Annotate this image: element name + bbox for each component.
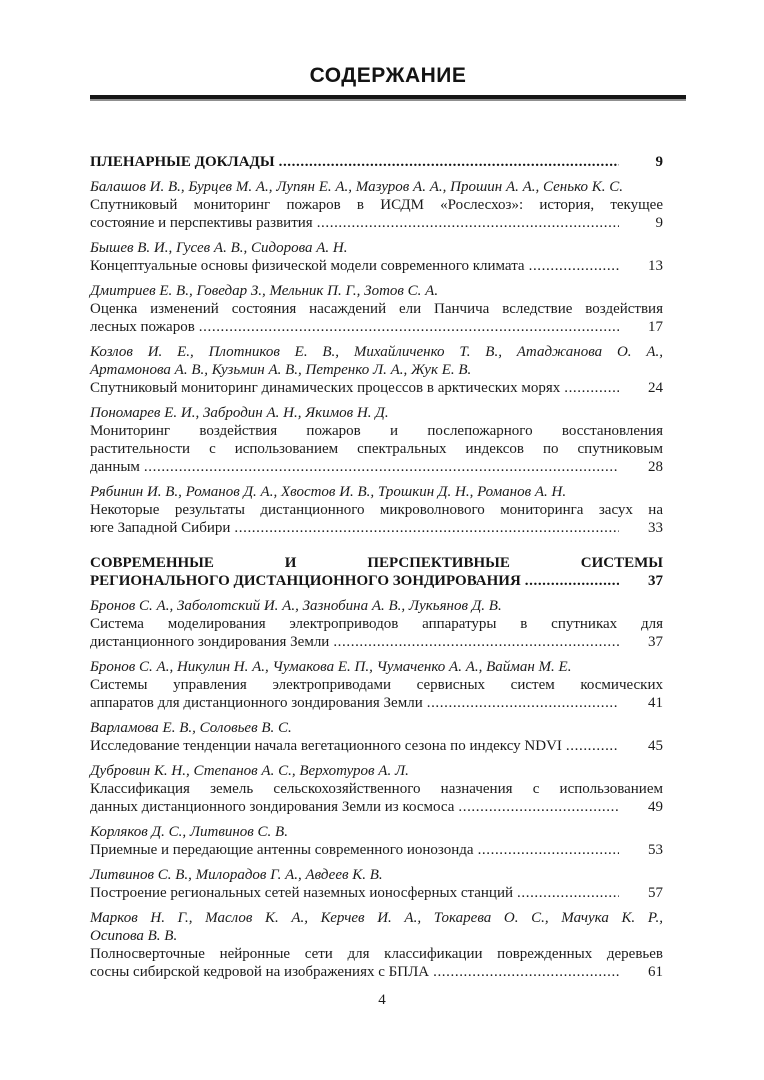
page-number: 53: [648, 842, 663, 858]
entry-authors-line: Рябинин И. В., Романов Д. А., Хвостов И. В., Трошкин Д. Н., Романов А. Н.: [90, 484, 567, 500]
toc-list: [90, 153, 663, 981]
entry-title-text: состояние и перспективы развития: [90, 215, 313, 231]
entry-title-line: Система моделирования электроприводов аппаратуры в спутниках для: [90, 616, 663, 632]
toc-entry: [90, 178, 663, 232]
toc-entry: [90, 597, 663, 651]
page-number: 45: [648, 738, 663, 754]
toc-entry: [90, 343, 663, 397]
dot-leader: [333, 633, 619, 651]
dot-leader: [529, 257, 619, 275]
entry-title-line: растительности с использованием спектральных индексов по спутниковым: [90, 441, 663, 457]
entry-authors-line: Литвинов С. В., Милорадов Г. А., Авдеев К. В.: [90, 867, 383, 883]
entry-title-text: Приемные и передающие антенны современного ионозонда: [90, 842, 474, 858]
entry-title-text: аппаратов для дистанционного зондирования Земли: [90, 695, 423, 711]
page-number: 37: [648, 634, 663, 650]
page-number: 24: [648, 380, 663, 396]
entry-last-line: [90, 798, 663, 816]
entry-authors-line: Осипова В. В.: [90, 928, 178, 944]
page-number: 57: [648, 885, 663, 901]
dot-leader: [564, 379, 619, 397]
toc-entry: [90, 762, 663, 816]
dot-leader: [478, 841, 619, 859]
entry-authors-line: Козлов И. Е., Плотников Е. В., Михайличенко Т. В., Атаджанова О. А.,: [90, 344, 663, 360]
section-last-line: [90, 153, 663, 171]
toc-entry: [90, 282, 663, 336]
entry-title-line: Некоторые результаты дистанционного микроволнового мониторинга засух на: [90, 502, 663, 518]
dot-leader: [144, 458, 619, 476]
entry-authors-line: Дмитриев Е. В., Говедар З., Мельник П. Г., Зотов С. А.: [90, 283, 439, 299]
entry-title-line: Мониторинг воздействия пожаров и послепожарного восстановления: [90, 423, 663, 439]
entry-title-text: сосны сибирской кедровой на изображениях с БПЛА: [90, 964, 430, 980]
section-title-text: РЕГИОНАЛЬНОГО ДИСТАНЦИОННОГО ЗОНДИРОВАНИЯ: [90, 573, 521, 589]
entry-authors-line: Бышев В. И., Гусев А. В., Сидорова А. Н.: [90, 240, 348, 256]
entry-title-text: юге Западной Сибири: [90, 520, 231, 536]
entry-authors-line: Бронов С. А., Никулин Н. А., Чумакова Е. П., Чумаченко А. А., Вайман М. Е.: [90, 659, 572, 675]
toc-entry: [90, 658, 663, 712]
page-number: 61: [648, 964, 663, 980]
entry-authors-line: Артамонова А. В., Кузьмин А. В., Петренко Л. А., Жук Е. В.: [90, 362, 472, 378]
dot-leader: [234, 519, 619, 537]
entry-authors-line: Варламова Е. В., Соловьев В. С.: [90, 720, 292, 736]
page-number: 9: [655, 154, 663, 170]
entry-authors-line: Марков Н. Г., Маслов К. А., Керчев И. А., Токарева О. С., Мачука К. Р.,: [90, 910, 663, 926]
toc-section-heading: [90, 153, 663, 171]
page-number: 37: [648, 573, 663, 589]
header-rule: [90, 95, 686, 101]
entry-last-line: [90, 214, 663, 232]
entry-title-text: лесных пожаров: [90, 319, 195, 335]
toc-entry: [90, 483, 663, 537]
toc-entry: [90, 909, 663, 981]
entry-title-text: данным: [90, 459, 140, 475]
dot-leader: [427, 694, 619, 712]
page-number: 13: [648, 258, 663, 274]
entry-authors-line: Пономарев Е. И., Забродин А. Н., Якимов Н. Д.: [90, 405, 389, 421]
entry-title-text: Спутниковый мониторинг динамических процессов в арктических морях: [90, 380, 561, 396]
footer-page-number: 4: [378, 992, 386, 1008]
entry-last-line: [90, 841, 663, 859]
entry-title-text: Построение региональных сетей наземных ионосферных станций: [90, 885, 514, 901]
page-number: 33: [648, 520, 663, 536]
entry-title-text: данных дистанционного зондирования Земли из космоса: [90, 799, 455, 815]
toc-entry: [90, 719, 663, 755]
dot-leader: [199, 318, 619, 336]
entry-last-line: [90, 963, 663, 981]
page-number: 41: [648, 695, 663, 711]
toc-entry: [90, 823, 663, 859]
dot-leader: [517, 884, 619, 902]
page-title: СОДЕРЖАНИЕ: [309, 64, 467, 87]
toc-entry: [90, 404, 663, 476]
page-number: 17: [648, 319, 663, 335]
dot-leader: [279, 153, 619, 171]
entry-last-line: [90, 257, 663, 275]
dot-leader: [433, 963, 619, 981]
page-number: 9: [655, 215, 663, 231]
entry-authors-line: Корляков Д. С., Литвинов С. В.: [90, 824, 288, 840]
entry-last-line: [90, 519, 663, 537]
entry-last-line: [90, 318, 663, 336]
page-number: 28: [648, 459, 663, 475]
dot-leader: [525, 572, 619, 590]
entry-title-text: Исследование тенденции начала вегетационного сезона по индексу NDVI: [90, 738, 562, 754]
entry-authors-line: Балашов И. В., Бурцев М. А., Лупян Е. А., Мазуров А. А., Прошин А. А., Сенько К. С.: [90, 179, 623, 195]
toc-entry: [90, 239, 663, 275]
entry-title-text: Концептуальные основы физической модели современного климата: [90, 258, 525, 274]
toc-section-heading: [90, 554, 663, 590]
entry-title-line: Оценка изменений состояния насаждений ели Панчича вследствие воздействия: [90, 301, 663, 317]
entry-last-line: [90, 694, 663, 712]
page-number: 49: [648, 799, 663, 815]
entry-authors-line: Дубровин К. Н., Степанов А. С., Верхотуров А. Л.: [90, 763, 409, 779]
entry-title-line: Полносверточные нейронные сети для классификации поврежденных деревьев: [90, 946, 663, 962]
section-title-line: СОВРЕМЕННЫЕ И ПЕРСПЕКТИВНЫЕ СИСТЕМЫ: [90, 555, 663, 571]
entry-authors-line: Бронов С. А., Заболотский И. А., Зазнобина А. В., Лукьянов Д. В.: [90, 598, 502, 614]
entry-title-text: дистанционного зондирования Земли: [90, 634, 330, 650]
section-title-text: ПЛЕНАРНЫЕ ДОКЛАДЫ: [90, 154, 275, 170]
entry-last-line: [90, 458, 663, 476]
entry-last-line: [90, 379, 663, 397]
entry-last-line: [90, 884, 663, 902]
dot-leader: [566, 737, 619, 755]
dot-leader: [317, 214, 619, 232]
entry-last-line: [90, 737, 663, 755]
entry-last-line: [90, 633, 663, 651]
entry-title-line: Классификация земель сельскохозяйственного назначения с использованием: [90, 781, 663, 797]
entry-title-line: Спутниковый мониторинг пожаров в ИСДМ «Рослесхоз»: история, текущее: [90, 197, 663, 213]
section-last-line: [90, 572, 663, 590]
toc-entry: [90, 866, 663, 902]
entry-title-line: Системы управления электроприводами сервисных систем космических: [90, 677, 663, 693]
dot-leader: [458, 798, 619, 816]
